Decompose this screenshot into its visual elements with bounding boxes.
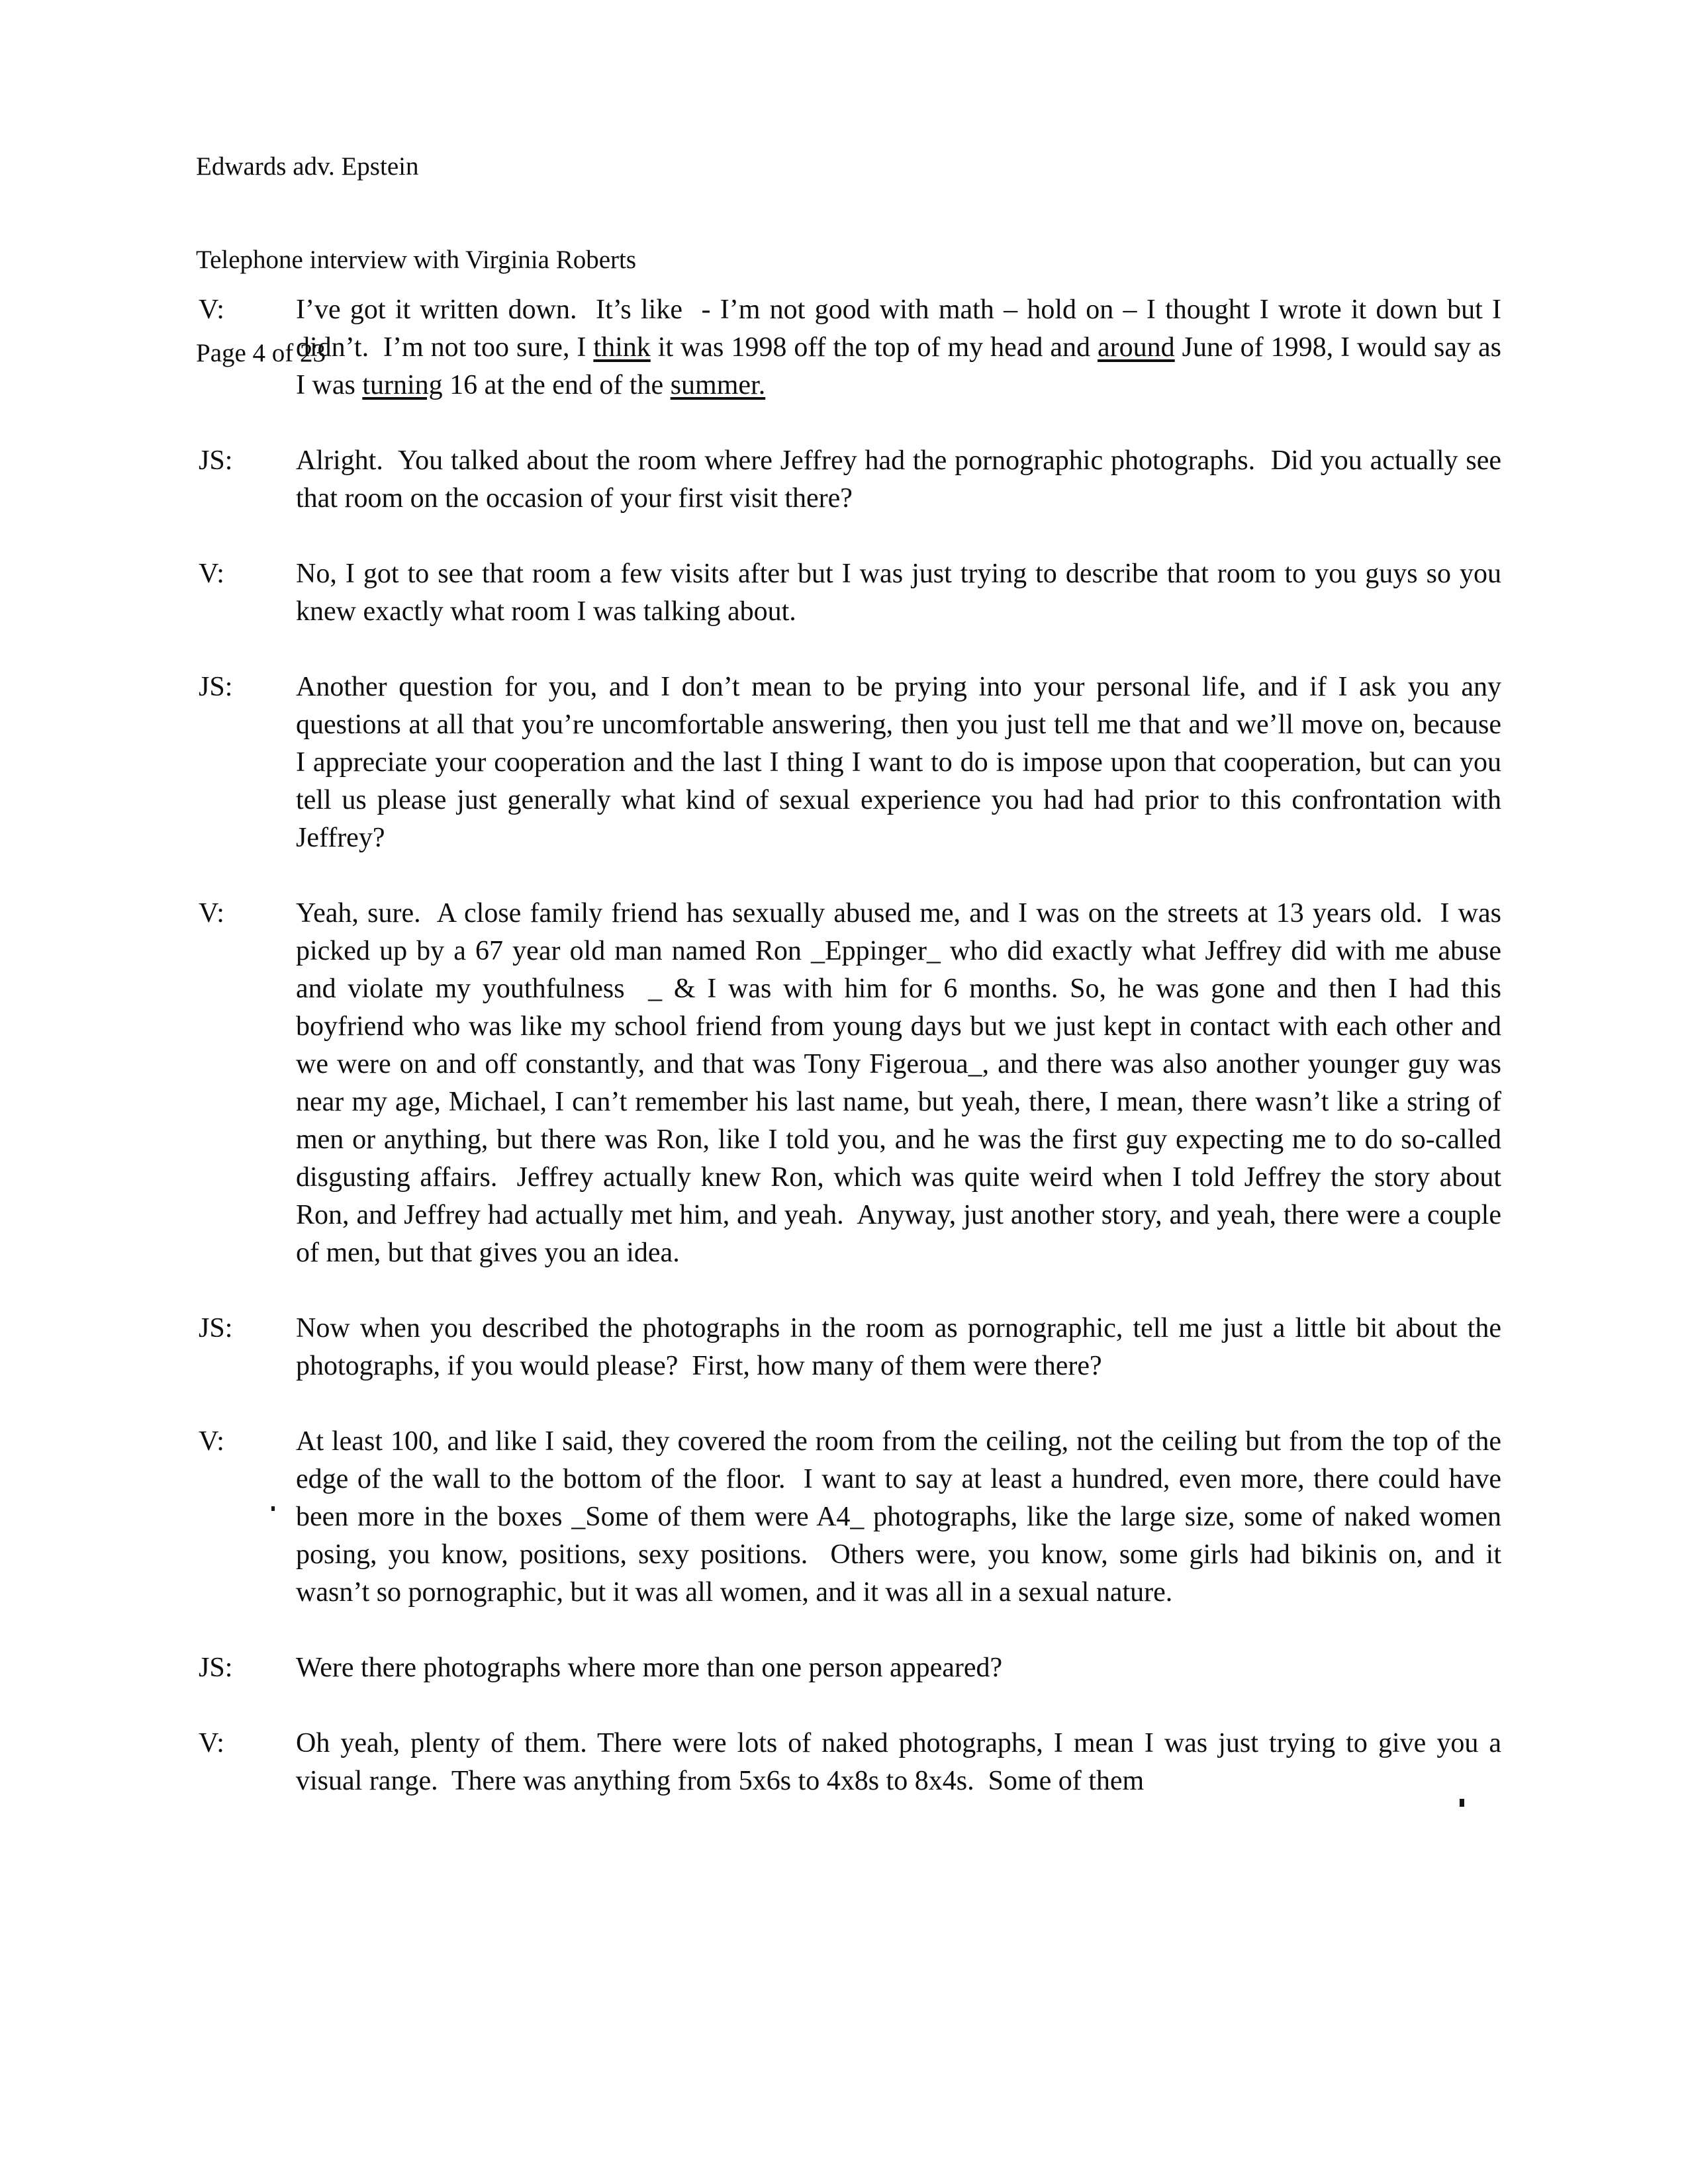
text-run: At least 100, and like I said, they covered the room from the ceiling, not the ceiling but from the top of the edge of the wall to the bottom of the floor. I want to say at least a hundred, even more, there could have been more in the boxes _Some of them were A4_ photographs, like the large size, some of naked women posing, you know, positions, sexy positions. Others were, you know, some girls had bikinis on, and it wasn’t so pornographic, but it was all women, and it was all in a sexual nature. (296, 1426, 1509, 1608)
underlined-text-run: turning (362, 370, 443, 400)
text-run: Oh yeah, plenty of them. There were lots of naked photographs, I mean I was just trying to give you a visual range. There was anything from 5x6s to 4x8s to 8x4s. Some of them (296, 1728, 1509, 1796)
text-run: Now when you described the photographs in the room as pornographic, tell me just a little bit about the photographs, if you would please? First, how many of them were there? (296, 1313, 1509, 1381)
speaker-label: JS: (199, 445, 233, 476)
transcript-entry (199, 1649, 1501, 1687)
entry-text (296, 1310, 1509, 1385)
text-run: Yeah, sure. A close family friend has sexually abused me, and I was on the streets at 13 years old. I was picked up by a 67 year old man named Ron _Eppinger_ who did exactly what Jeffrey did with me abuse and violate my youthfulness _ & I was with him for 6 months. So, he was gone and then I had this boyfriend who was like my school friend from young days but we just kept in contact with each other and we were on and off constantly, and that was Tony Figeroua_, and there was also another younger guy was near my age, Michael, I can’t remember his last name, but yeah, there, I mean, there wasn’t like a string of men or anything, but there was Ron, like I told you, and he was the first guy expecting me to do so-called disgusting affairs. Jeffrey actually knew Ron, which was quite weird when I told Jeffrey the story about Ron, and Jeffrey had actually met him, and yeah. Anyway, just another story, and yeah, there were a couple of men, but that gives you an idea. (296, 898, 1509, 1268)
underlined-text-run: think (593, 332, 651, 363)
text-run: I’ve got it written down. It’s like - I’m not good with math – hold on – I thought I wrote it down but I didn’t. I’m not too sure, I (296, 295, 1509, 363)
text-run: Another question for you, and I don’t mean to be prying into your personal life, and if I ask you any questions at all that you’re uncomfortable answering, then you just tell me that and we’ll move on, because I appreciate your cooperation and the last I thing I want to do is impose upon that cooperation, but can you tell us please just generally what kind of sexual experience you had had prior to this confrontation with Jeffrey? (296, 672, 1509, 853)
entry-text (296, 291, 1509, 404)
entry-text (296, 1725, 1509, 1800)
transcript-entry (199, 668, 1509, 857)
transcript-entry (199, 1725, 1509, 1800)
speaker-label: JS: (199, 1653, 233, 1683)
speaker-label: JS: (199, 672, 233, 702)
header-case-title: Edwards adv. Epstein (196, 152, 419, 181)
text-run: No, I got to see that room a few visits after but I was just trying to describe that room to you guys so you knew exactly what room I was talking about. (296, 559, 1509, 627)
underlined-text-run: around (1098, 332, 1175, 363)
text-run: June of 1998, I would say as I was (296, 332, 1509, 400)
transcript-entry (199, 895, 1509, 1272)
speaker-label: V: (199, 1728, 224, 1758)
scan-artifact-dot (1460, 1799, 1464, 1807)
text-run: it was 1998 off the top of my head and (650, 332, 1098, 363)
text-run: 16 at the end of the (442, 370, 671, 400)
speaker-label: JS: (199, 1313, 233, 1343)
speaker-label: V: (199, 559, 224, 589)
transcript-entry (199, 442, 1509, 518)
entry-text (296, 1423, 1509, 1612)
speaker-label: V: (199, 898, 224, 929)
entry-text (296, 1649, 1501, 1687)
transcript-entry (199, 291, 1509, 404)
speaker-label: V: (199, 1426, 224, 1457)
text-run: Were there photographs where more than one person appeared? (296, 1653, 1003, 1683)
scan-artifact-dot (271, 1506, 275, 1511)
underlined-text-run: summer. (670, 370, 766, 400)
header-page-number: Page 4 of 23 (196, 339, 326, 367)
entry-text (296, 895, 1509, 1272)
entry-text (296, 442, 1509, 518)
entry-text (296, 668, 1509, 857)
transcript-entry (199, 1423, 1509, 1612)
text-run: Alright. You talked about the room where Jeffrey had the pornographic photographs. Did you actually see that room on the occasion of your first visit there? (296, 445, 1509, 514)
transcript-entry (199, 555, 1509, 631)
transcript-entry (199, 1310, 1509, 1385)
header-document-title: Telephone interview with Virginia Roberts (196, 246, 637, 274)
entry-text (296, 555, 1509, 631)
transcript (199, 291, 1509, 1838)
speaker-label: V: (199, 295, 224, 325)
